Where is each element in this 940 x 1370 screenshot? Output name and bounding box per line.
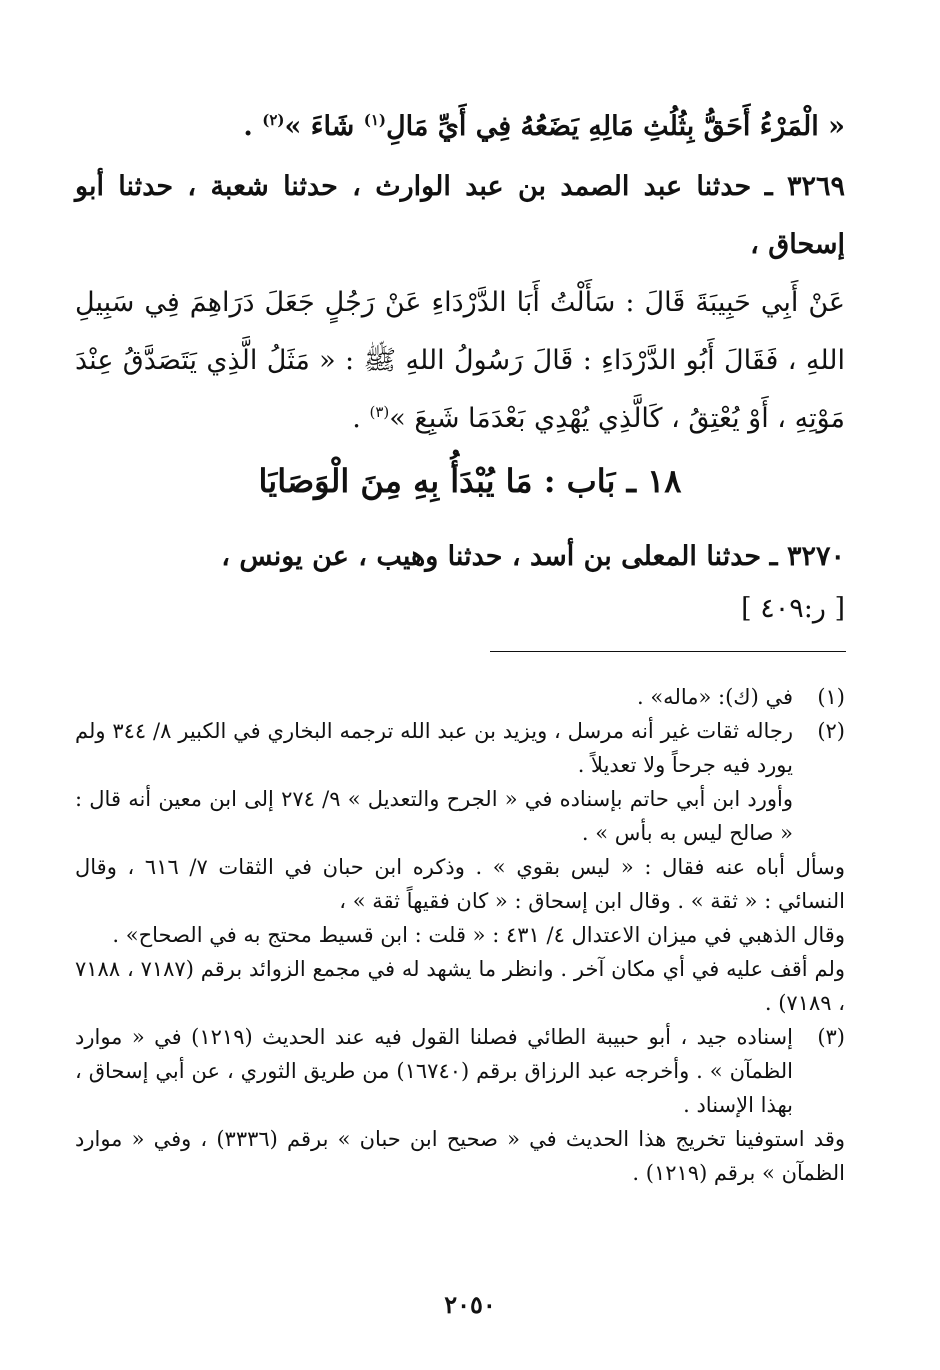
cross-reference: [ ر:٤٠٩ ] [741, 593, 845, 624]
footnote-number: (٢) [817, 719, 845, 743]
hadith-text-tail: شَاءَ » [284, 111, 364, 142]
footnote-2-para: ولم أقف عليه في أي مكان آخر . وانظر ما يشهد له في مجمع الزوائد برقم (٧١٨٧ ، ٧١٨٨ ، ٧١٨٩) . [75, 957, 845, 1015]
footnote-separator [490, 651, 846, 652]
footnote-2-para: وقال الذهبي في ميزان الاعتدال ٤/ ٤٣١ : « قلت : ابن قسيط محتج به في الصحاح» . [112, 923, 845, 947]
hadith-number: ٣٢٦٩ ـ [764, 171, 845, 202]
footnote-number: (٣) [817, 1025, 845, 1049]
footnote-3-para: وقد استوفينا تخريج هذا الحديث في « صحيح ابن حبان » برقم (٣٣٣٦) ، وفي « موارد الظمآن » برقم (١٢١٩) . [75, 1127, 845, 1185]
footnote-text: رجاله ثقات غير أنه مرسل ، ويزيد بن عبد الله ترجمه البخاري في الكبير ٨/ ٣٤٤ ولم يورد فيه جرحاً ولا تعديلاً . [75, 719, 793, 777]
footnote-2 [75, 714, 845, 782]
footnote-ref-1[interactable]: (١) [363, 111, 386, 129]
footnotes [75, 680, 845, 1190]
footnote-number: (١) [817, 685, 845, 709]
narration-text: عَنْ أَبِي حَبِيبَةَ قَالَ : سَأَلْتُ أَبَا الدَّرْدَاءِ عَنْ رَجُلٍ جَعَلَ دَرَاهِمَ فِي سَبِيلِ اللهِ ، فَقَالَ أَبُو الدَّرْدَاءِ : قَالَ رَسُولُ اللهِ ﷺ : « مَثَلُ الَّذِي يَتَصَدَّقُ عِنْدَ مَوْتِهِ ، أَوْ يُعْتِقُ ، كَالَّذِي يُهْدِي بَعْدَمَا شَبِعَ » [75, 287, 845, 434]
footnote-2-para: وأورد ابن أبي حاتم بإسناده في « الجرح والتعديل » ٩/ ٢٧٤ إلى ابن معين أنه قال : « صالح ليس به بأس » . [75, 787, 793, 845]
hadith-text: « الْمَرْءُ أَحَقُّ بِثُلُثِ مَالِهِ يَضَعُهُ فِي أَيِّ مَالِ [386, 111, 845, 142]
hadith-3270-isnad [75, 528, 845, 586]
footnote-ref-2[interactable]: (٢) [262, 111, 285, 129]
footnote-1 [75, 680, 845, 714]
punctuation: . [352, 403, 370, 434]
footnote-2-para: وسأل أباه عنه فقال : « ليس بقوي » . وذكره ابن حبان في الثقات ٧/ ٦١٦ ، وقال النسائي : « ثقة » . وقال ابن إسحاق : « كان فقيهاً ثقة » ، [75, 855, 845, 913]
footnote-text: إسناده جيد ، أبو حبيبة الطائي فصلنا القول فيه عند الحديث (١٢١٩) في « موارد الظمآن » . وأخرجه عبد الرزاق برقم (١٦٧٤٠) من طريق الثوري ، عن أبي إسحاق ، بهذا الإسناد . [75, 1025, 793, 1117]
hadith-ending-line [75, 98, 845, 156]
hadith-3269-narration [75, 274, 845, 448]
hadith-number: ٣٢٧٠ ـ [769, 541, 845, 572]
footnote-text: في (ك): «ماله» . [636, 685, 793, 709]
page-number: ٢٠٥٠ [444, 1290, 496, 1319]
hadith-chain: حدثنا المعلى بن أسد ، حدثنا وهيب ، عن يونس ، [221, 541, 762, 572]
footnote-3 [75, 1020, 845, 1122]
hadith-3269-isnad [75, 158, 845, 274]
hadith-chain: حدثنا عبد الصمد بن عبد الوارث ، حدثنا شعبة ، حدثنا أبو إسحاق ، [75, 171, 845, 260]
chapter-title: ١٨ ـ بَاب : مَا يُبْدَأُ بِهِ مِنَ الْوَصَايَا [258, 462, 682, 500]
punctuation: . [243, 111, 263, 142]
footnote-ref-3[interactable]: (٣) [369, 403, 390, 421]
